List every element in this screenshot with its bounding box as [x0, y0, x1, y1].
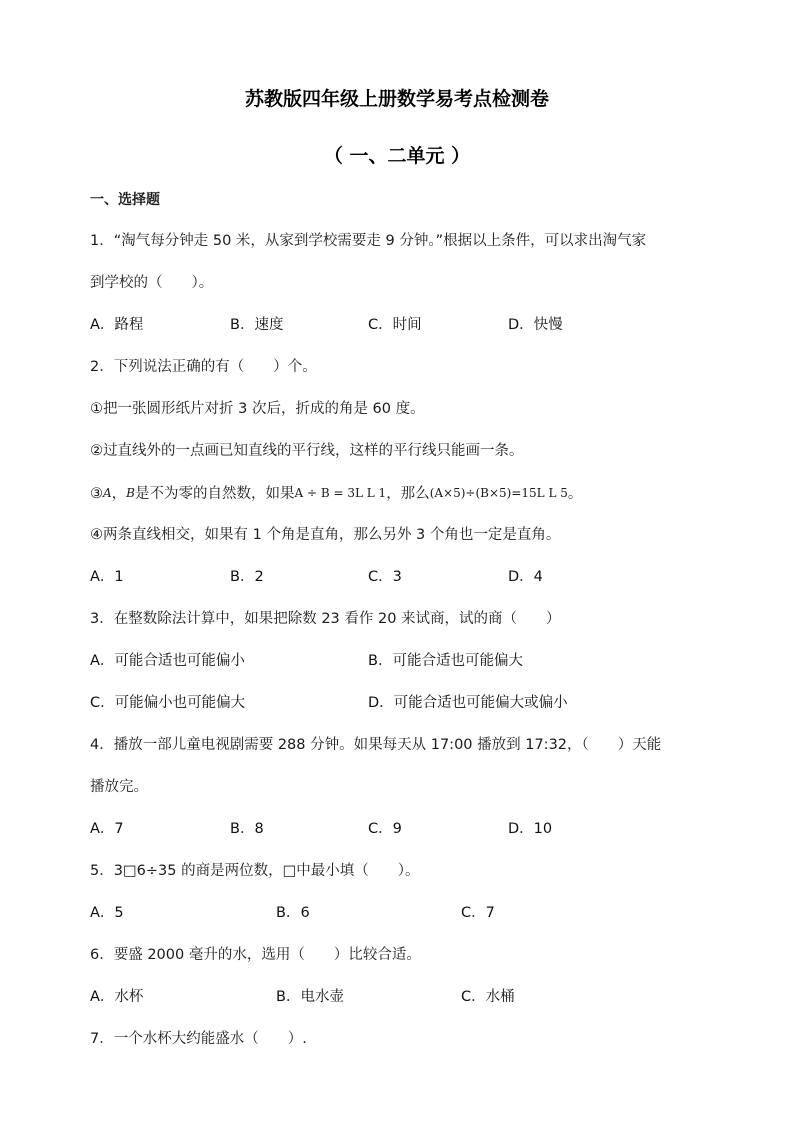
statement-3-end: 。	[567, 486, 583, 502]
question-5-option-b: B．6	[276, 905, 310, 921]
question-2-option-b: B．2	[230, 569, 264, 585]
expression-1: A ÷ B = 3L L 1	[294, 486, 387, 500]
question-6-option-a: A．水杯	[90, 989, 144, 1005]
question-2-option-c: C．3	[368, 569, 402, 585]
question-4-option-a: A．7	[90, 821, 124, 837]
question-7-stem: 7．一个水杯大约能盛水（ ）.	[90, 1031, 307, 1047]
question-2-option-d: D．4	[508, 569, 543, 585]
page-title: 苏教版四年级上册数学易考点检测卷	[244, 88, 549, 110]
question-2-statement-2: ②过直线外的一点画已知直线的平行线，这样的平行线只能画一条。	[90, 443, 524, 459]
statement-3-text-2: ，那么	[386, 486, 430, 502]
question-3-option-c: C．可能偏小也可能偏大	[90, 695, 246, 711]
section-heading: 一、选择题	[90, 192, 160, 208]
question-2-statement-4: ④两条直线相交，如果有 1 个角是直角，那么另外 3 个角也一定是直角。	[90, 527, 561, 543]
question-3-stem: 3．在整数除法计算中，如果把除数 23 看作 20 来试商，试的商（ ）	[90, 611, 561, 627]
question-3-option-a: A．可能合适也可能偏小	[90, 653, 245, 669]
question-4-option-b: B．8	[230, 821, 264, 837]
expression-2: (A×5)÷(B×5)=15L L 5	[429, 486, 568, 500]
question-4-option-d: D．10	[508, 821, 553, 837]
question-5-stem: 5．3□6÷35 的商是两位数，□中最小填（ ）。	[90, 863, 420, 879]
question-4-line-2: 播放完。	[90, 779, 148, 795]
variable-a: A	[103, 486, 112, 500]
statement-3-separator: ，	[111, 486, 127, 502]
question-1-line-2: 到学校的（ ）。	[90, 275, 214, 291]
question-5-option-a: A．5	[90, 905, 124, 921]
question-1-option-c: C．时间	[368, 317, 422, 333]
question-3-option-d: D．可能合适也可能偏大或偏小	[368, 695, 568, 711]
question-6-option-b: B．电水壶	[276, 989, 344, 1005]
question-3-option-b: B．可能合适也可能偏大	[368, 653, 523, 669]
statement-3-marker: ③	[90, 486, 103, 502]
question-4-line-1: 4．播放一部儿童电视剧需要 288 分钟。如果每天从 17:00 播放到 17:32，（ ）天能	[90, 737, 662, 753]
question-5-option-c: C．7	[461, 905, 495, 921]
statement-3-text-1: 是不为零的自然数，如果	[135, 486, 295, 502]
page-subtitle: （ 一、二单元 ）	[323, 145, 471, 167]
question-2-option-a: A．1	[90, 569, 124, 585]
question-6-stem: 6．要盛 2000 毫升的水，选用（ ）比较合适。	[90, 947, 421, 963]
question-2-statement-3	[90, 483, 582, 504]
question-1-option-d: D．快慢	[508, 317, 563, 333]
question-1-option-b: B．速度	[230, 317, 284, 333]
question-2-statement-1: ①把一张圆形纸片对折 3 次后，折成的角是 60 度。	[90, 401, 425, 417]
question-1-line-1: 1．“淘气每分钟走 50 米，从家到学校需要走 9 分钟。”根据以上条件，可以求出淘气家	[90, 233, 647, 249]
variable-b: B	[126, 486, 135, 500]
question-4-option-c: C．9	[368, 821, 402, 837]
question-2-stem: 2．下列说法正确的有（ ）个。	[90, 359, 317, 375]
question-6-option-c: C．水桶	[461, 989, 515, 1005]
question-1-option-a: A．路程	[90, 317, 144, 333]
